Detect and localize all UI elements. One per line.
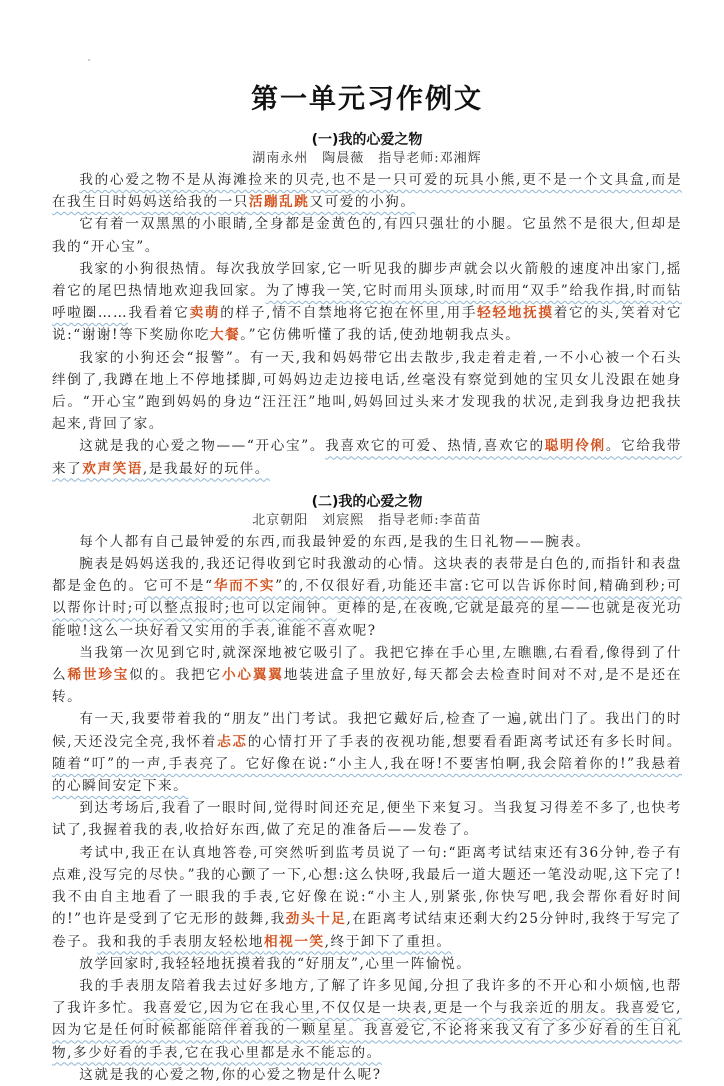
paragraph [52,347,682,436]
highlighted-phrase: 劲头十足 [285,911,347,928]
highlighted-phrase: 欢声笑语 [82,460,143,477]
underlined-sentence: ,是我最好的玩伴。 [142,460,270,477]
text-run: 这就是我的心爱之物——“开心宝”。 [79,438,326,455]
highlighted-phrase: 活蹦乱跳 [248,194,310,211]
paragraph [52,708,682,797]
text-run: ,在距离考试结束还剩大约25分钟时,我终于写完了卷子。 [52,911,682,950]
text-run: 考试中,我正在认真地答卷,可突然听到监考员说了一句:“距离考试结束还有36分钟,卷子有点难,没写完的尽快。”我的心颤了一下,心想:这么快呀,我最后一道大题还一笔没动呢,这下完了!我不由自主地看了一眼我的手表,它好像在说:“小主人,别紧张,你快写吧,我会帮你看好时间的!”也许是受到了它无形的鼓舞,我 [52,844,682,928]
scan-speck [88,59,90,61]
text-run: 有一天,我要带着我的“朋友”出门考试。我把它戴好后,检查了一遍,就出门了。我出门的时候,天还没完全亮,我怀着 [52,711,682,750]
text-run: 似的。我把它 [129,667,222,684]
highlighted-phrase: 相视一笑 [264,933,325,950]
text-run: 更棒的是,在夜晚,它就是最亮的星——也就是夜光功能啦!这么一块好看又实用的手表,谁能不喜欢呢? [52,600,682,639]
text-run: 放学回家时,我轻轻地抚摸着我的“好朋友”,心里一阵愉悦。 [79,955,472,972]
document-page [52,82,682,1086]
text-run: 腕表是妈妈送我的,我还记得收到它时我激动的心情。这块表的表带是白色的,而指针和表盘都是金色的。 [52,556,682,595]
highlighted-phrase: 卖萌 [189,305,221,322]
text-run: 它有着一双黑黑的小眼睛,全身都是金黄色的,有四只强壮的小腿。它虽然不是很大,但却是我的“开心宝”。 [52,216,682,255]
page-title: 第一单元习作例文 [251,84,483,115]
underlined-sentence: 。它给我带来了 [52,438,683,477]
section-heading: (二)我的心爱之物 [311,493,423,510]
paragraph [52,953,682,975]
text-run: 这就是我的心爱之物,你的心爱之物是什么呢? [79,1066,382,1083]
underlined-sentence: ”的,不仅很好看,功能还丰富:它可以告诉你时间,精确到秒;可以帮你计时;可以整点报时;也可以定闹钟。 [52,578,682,617]
underlined-sentence: 我和我的手表朋友轻松地 [97,933,265,950]
section-body [52,531,682,1086]
text-run: 当我第一次见到它时,就深深地被它吸引了。我把它捧在手心里,左瞧瞧,右看看,像得到了什么 [52,644,682,684]
paragraph [52,213,682,257]
highlighted-phrase: 华而不实 [213,578,276,595]
highlighted-phrase: 忐忑 [217,733,248,750]
section-byline: 北京朝阳 刘宸熙 指导老师:李苗苗 [252,512,482,528]
underlined-sentence: 我的心爱之物不是从海滩捡来的贝壳,也不是一只可爱的玩具小熊,更不是一个文具盒,而是在我生日时妈妈送给我的一只 [52,172,682,211]
underlined-sentence: 为了博我一笑,它时而用头顶球,时而用“双手”给我作揖,时而钻呼啦圈…… [52,283,682,322]
text-run: 我家的小狗很热情。每次我放学回家,它一听见我的脚步声就会以火箭般的速度冲出家门,摇着它的尾巴热情地欢迎我回家。 [52,260,682,300]
text-run: 的心情打开了手表的夜视功能,想要看看距离考试还有多长时间。 [247,733,682,750]
highlighted-phrase: 轻轻地抚摸 [477,305,554,322]
paragraph [52,975,682,1064]
highlighted-phrase: 聪明伶俐 [544,438,606,455]
text-run: 到达考场后,我看了一眼时间,觉得时间还充足,便坐下来复习。当我复习得差不多了,也快考试了,我握着我的表,收拾好东西,做了充足的准备后——发卷了。 [52,800,682,839]
text-run: 我的手表朋友陪着我去过好多地方,了解了许多见闻,分担了我许多的不开心和小烦恼,也帮了我许多忙。 [52,977,682,1017]
underlined-sentence: 又可爱的小狗。 [309,194,416,211]
paragraph [52,258,682,347]
text-run: 着它的头,笑着对它说:“谢谢!等下奖励你吃 [52,305,683,344]
underlined-sentence: 我喜爱它,因为它在我心里,不仅仅是一块表,更是一个与我亲近的朋友。我喜爱它,因为它是任何时候都能陪伴着我的一颗星星。我喜爱它,不论将来我又有了多少好看的生日礼物,多少好看的手表,它在我心里都是永不能忘的。 [52,1000,682,1061]
underlined-sentence: 随着“叮”的一声,手表亮了。它好像在说:“小主人,我在呀!不要害怕啊,我会陪着你的!”我悬着的心瞬间安定下来。 [52,755,682,795]
paragraph [52,1064,682,1086]
paragraph [52,531,682,553]
text-run: 的样子,情不自禁地将它抱在怀里,用手 [220,305,478,322]
paragraph [52,435,682,479]
section-byline: 湖南永州 陶晨薇 指导老师:邓湘辉 [252,151,482,166]
paragraph [52,553,682,642]
underlined-sentence: 它可不是“ [143,578,214,595]
paragraph [52,797,682,841]
section-heading: (一)我的心爱之物 [311,132,423,148]
underlined-sentence: ,终于卸下了重担。 [324,933,452,950]
text-run: 我家的小狗还会“报警”。有一天,我和妈妈带它出去散步,我走着走着,一不小心被一个石头绊倒了,我蹲在地上不停地揉脚,可妈妈边走边接电话,丝毫没有察觉到她的宝贝女儿没跟在她身后。“开心宝”跑到妈妈的身边“汪汪汪”地叫,妈妈回过头来才发现我的状况,走到我身边把我扶起来,背回了家。 [52,349,682,433]
section-body [52,169,682,480]
underlined-sentence: 我喜欢它的可爱、热情,喜欢它的 [325,438,545,455]
text-run: 我看着它 [128,305,190,322]
essay-section-2 [52,494,682,1086]
text-run: 每个人都有自己最钟爱的东西,而我最钟爱的东西,是我的生日礼物——腕表。 [79,533,591,550]
text-run: 。”它仿佛听懂了我的话,使劲地朝我点头。 [240,327,521,344]
text-run: 地装进盒子里放好,每天都会去检查时间对不对,是不是还在转。 [52,667,682,706]
highlighted-phrase: 稀世珍宝 [67,667,130,684]
highlighted-phrase: 小心翼翼 [221,667,284,684]
paragraph [52,169,682,213]
highlighted-phrase: 大餐 [209,327,241,344]
paragraph [52,642,682,709]
paragraph [52,842,682,953]
essay-section-1 [52,132,682,480]
